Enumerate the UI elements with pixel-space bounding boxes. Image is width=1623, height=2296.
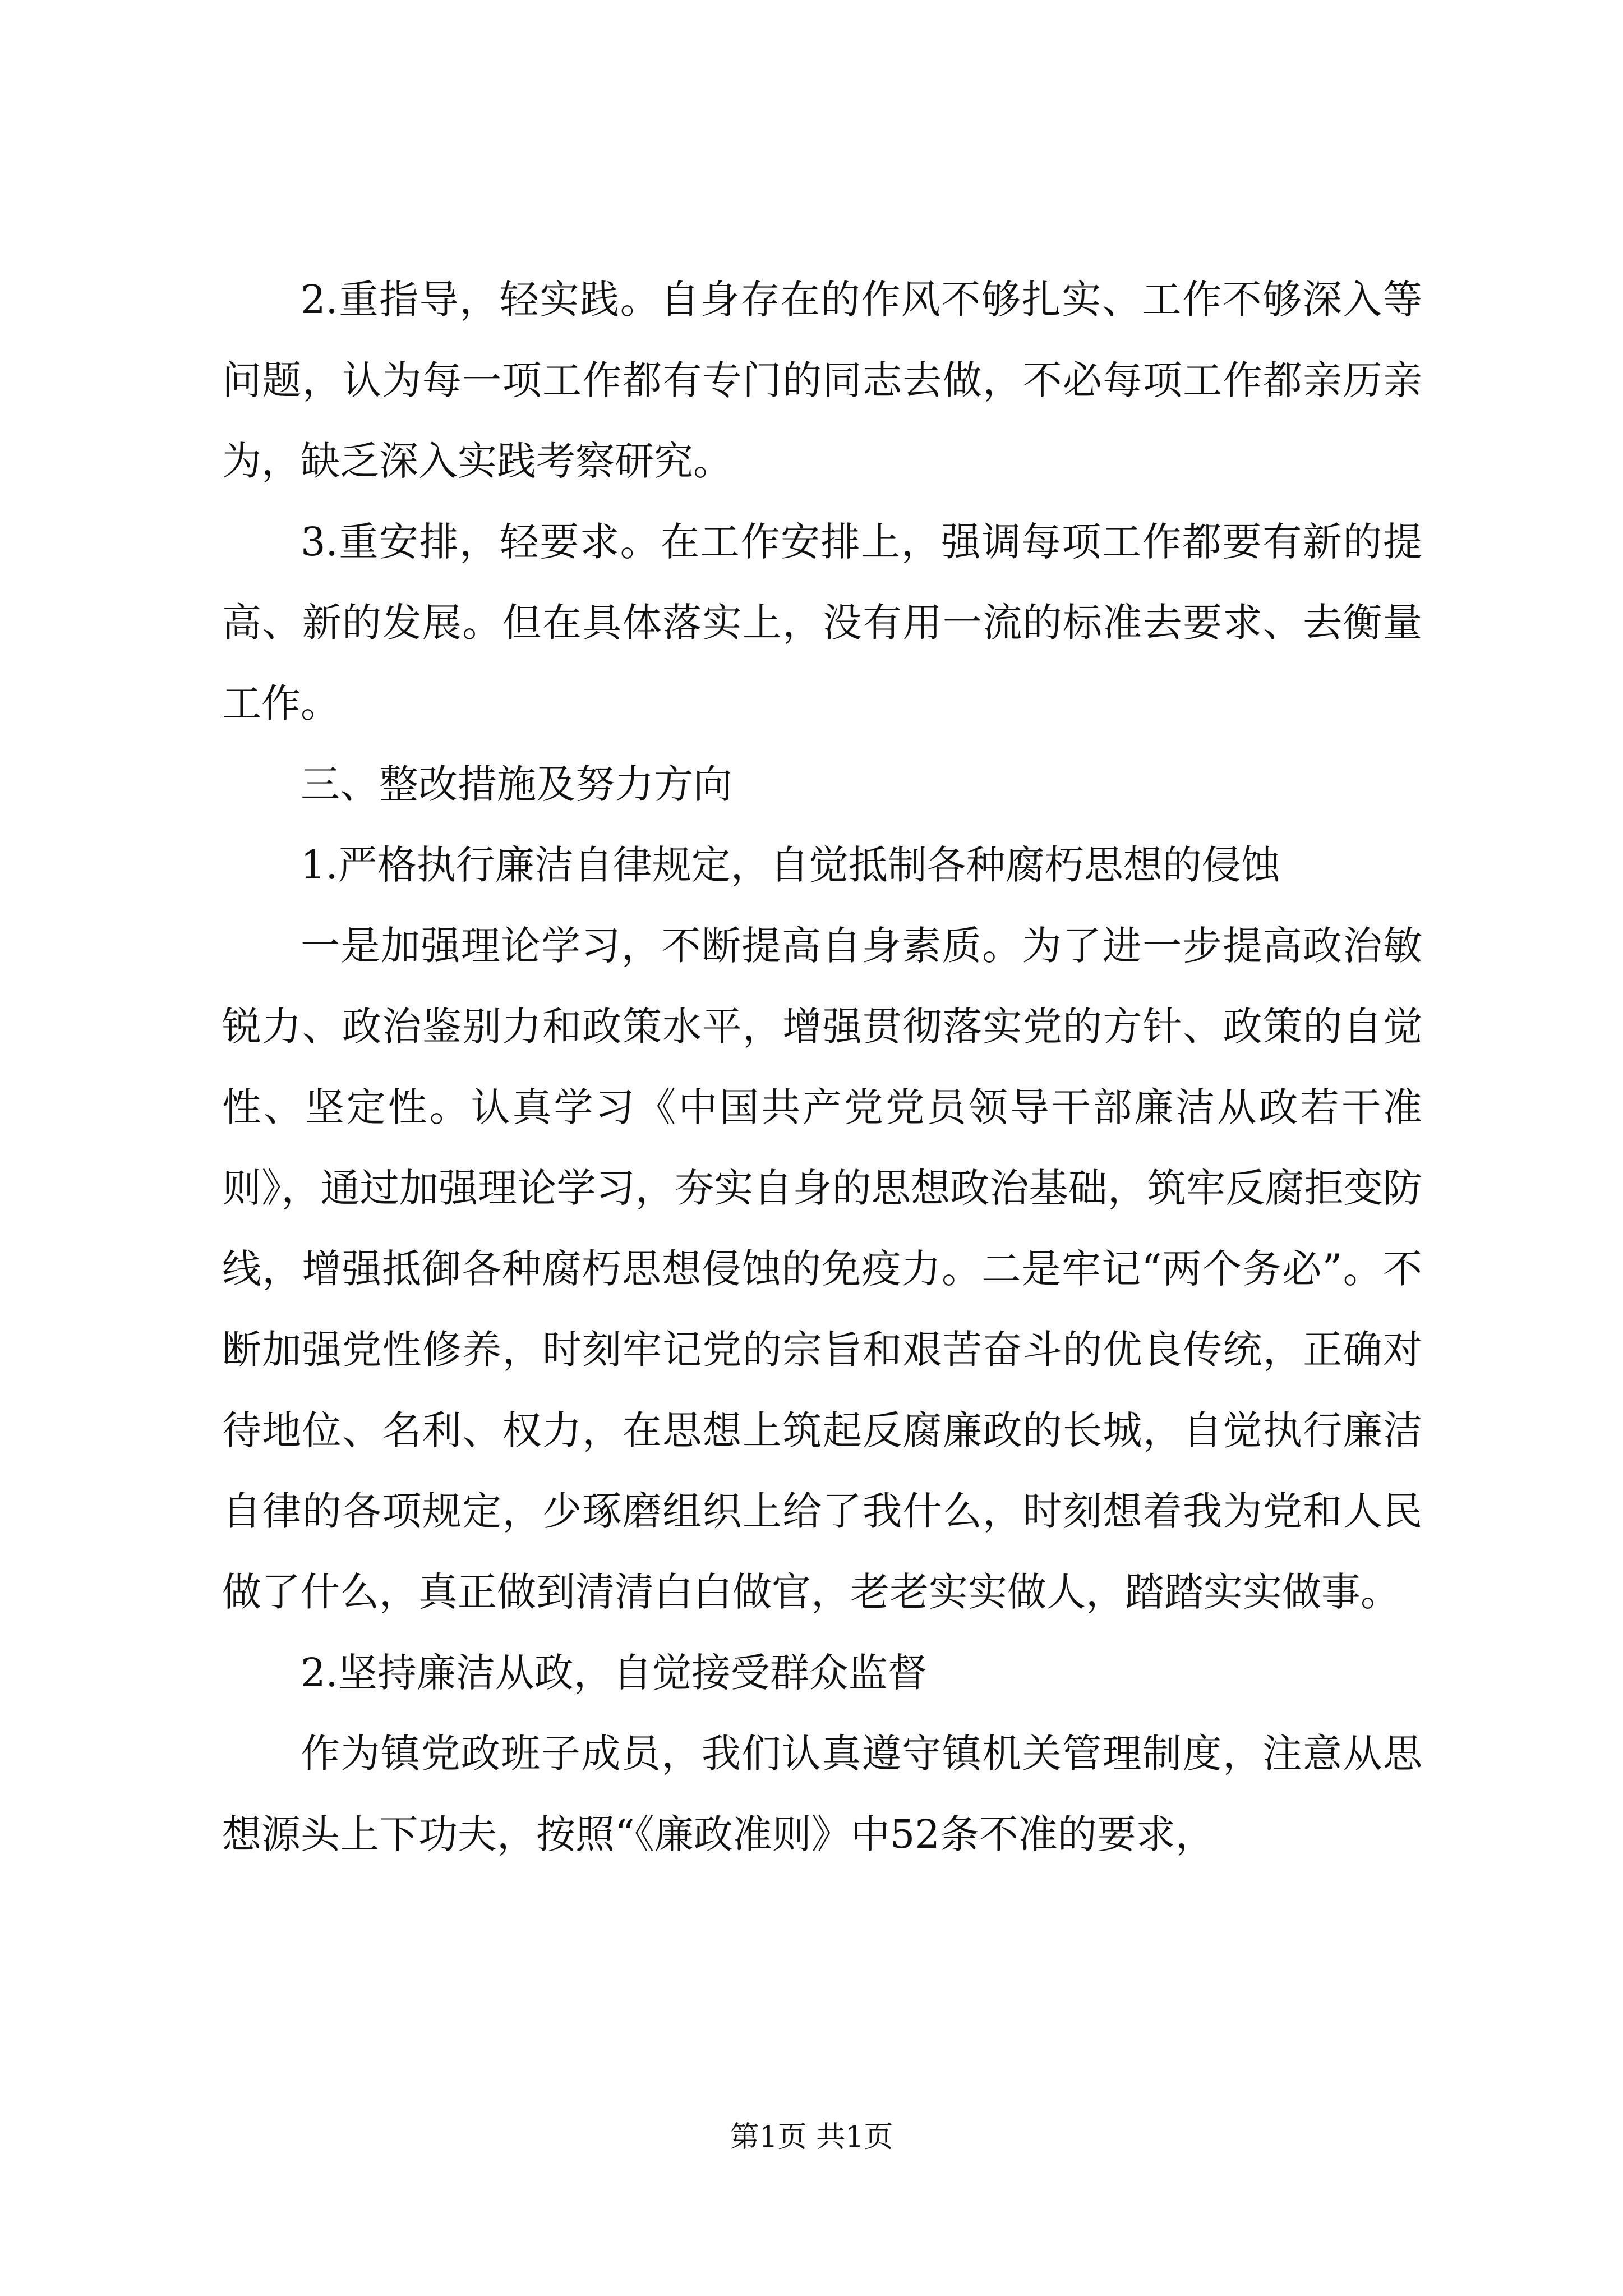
paragraph-4: 作为镇党政班子成员，我们认真遵守镇机关管理制度，注意从思想源头上下功夫，按照“《廉政准则》中52条不准的要求， — [222, 1731, 1422, 1857]
document-body — [222, 259, 1422, 1875]
section-heading: 三、整改措施及努力方向 — [301, 761, 732, 807]
subheading-1: 1.严格执行廉洁自律规定，自觉抵制各种腐朽思想的侵蚀 — [301, 842, 1280, 888]
paragraph-2: 3.重安排，轻要求。在工作安排上，强调每项工作都要有新的提高、新的发展。但在具体落实上，没有用一流的标准去要求、去衡量工作。 — [222, 519, 1422, 726]
paragraph-1: 2.重指导，轻实践。自身存在的作风不够扎实、工作不够深入等问题，认为每一项工作都有专门的同志去做，不必每项工作都亲历亲为，缺乏深入实践考察研究。 — [222, 277, 1422, 484]
subheading-2: 2.坚持廉洁从政，自觉接受群众监督 — [301, 1650, 927, 1696]
page-footer: 第1页 共1页 — [730, 2120, 893, 2154]
paragraph-3: 一是加强理论学习，不断提高自身素质。为了进一步提高政治敏锐力、政治鉴别力和政策水平，增强贯彻落实党的方针、政策的自觉性、坚定性。认真学习《中国共产党党员领导干部廉洁从政若干准则》，通过加强理论学习，夯实自身的思想政治基础，筑牢反腐拒变防线，增强抵御各种腐朽思想侵蚀的免疫力。二是牢记“两个务必”。不断加强党性修养，时刻牢记党的宗旨和艰苦奋斗的优良传统，正确对待地位、名利、权力，在思想上筑起反腐廉政的长城，自觉执行廉洁自律的各项规定，少琢磨组织上给了我什么，时刻想着我为党和人民做了什么，真正做到清清白白做官，老老实实做人，踏踏实实做事。 — [222, 923, 1422, 1615]
